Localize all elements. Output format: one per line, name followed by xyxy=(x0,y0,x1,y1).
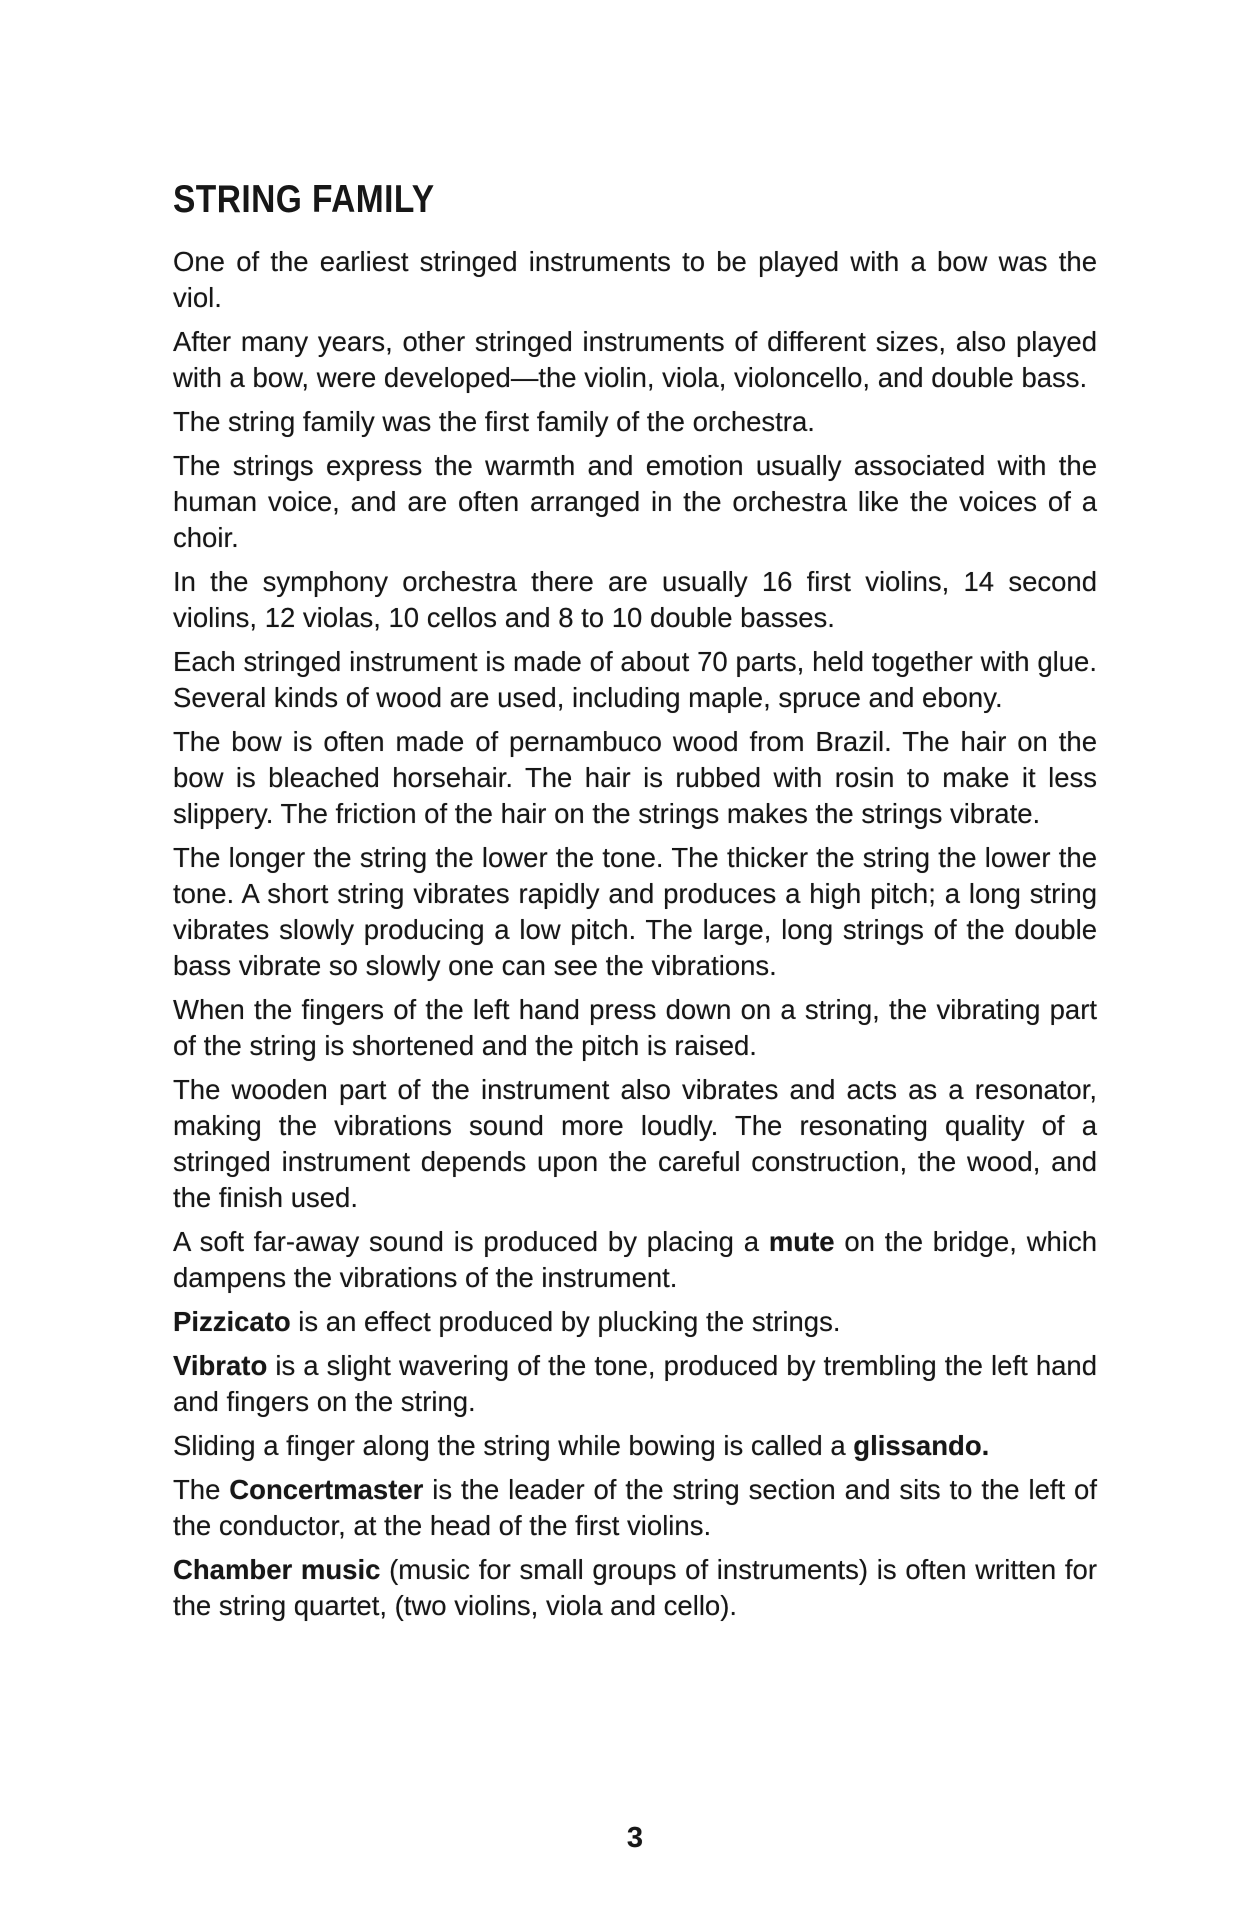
bold-term: Pizzicato xyxy=(173,1306,291,1337)
page-title-text: STRING FAMILY xyxy=(173,178,435,221)
paragraph: The Concertmaster is the leader of the string section and sits to the left of the conductor, at the head of the first violins. xyxy=(173,1474,1097,1541)
bold-term: Chamber music xyxy=(173,1554,381,1585)
paragraph: Vibrato is a slight wavering of the tone, produced by trembling the left hand and fingers on the string. xyxy=(173,1350,1097,1417)
paragraph: The strings express the warmth and emotion usually associated with the human voice, and are often arranged in the orchestra like the voices of a choir. xyxy=(173,450,1097,553)
paragraph: The bow is often made of pernambuco wood from Brazil. The hair on the bow is bleached horsehair. The hair is rubbed with rosin to make it less slippery. The friction of the hair on the strings makes the strings vibrate. xyxy=(173,726,1097,829)
bold-term: Vibrato xyxy=(173,1350,268,1381)
paragraph: Each stringed instrument is made of about 70 parts, held together with glue. Several kinds of wood are used, including maple, spruce and ebony. xyxy=(173,646,1097,713)
text-block xyxy=(173,178,1097,1632)
paragraph: Chamber music (music for small groups of instruments) is often written for the string quartet, (two violins, viola and cello). xyxy=(173,1554,1097,1621)
paragraph: When the fingers of the left hand press down on a string, the vibrating part of the string is shortened and the pitch is raised. xyxy=(173,994,1097,1061)
bold-term: Concertmaster xyxy=(229,1474,424,1505)
page-title xyxy=(173,178,1097,222)
paragraph: A soft far-away sound is produced by placing a mute on the bridge, which dampens the vibrations of the instrument. xyxy=(173,1226,1097,1293)
page-body xyxy=(173,244,1097,1624)
paragraph: After many years, other stringed instruments of different sizes, also played with a bow, were developed—the violin, viola, violoncello, and double bass. xyxy=(173,326,1097,393)
paragraph: One of the earliest stringed instruments to be played with a bow was the viol. xyxy=(173,246,1097,313)
bold-term: glissando. xyxy=(853,1430,990,1461)
paragraph: The string family was the first family of the orchestra. xyxy=(173,406,815,437)
paragraph: In the symphony orchestra there are usually 16 first violins, 14 second violins, 12 violas, 10 cellos and 8 to 10 double basses. xyxy=(173,566,1097,633)
paragraph: The wooden part of the instrument also vibrates and acts as a resonator, making the vibrations sound more loudly. The resonating quality of a stringed instrument depends upon the careful construction, the wood, and the finish used. xyxy=(173,1074,1097,1213)
paragraph: Sliding a finger along the string while bowing is called a glissando. xyxy=(173,1430,990,1461)
bold-term: mute xyxy=(768,1226,835,1257)
paragraph: The longer the string the lower the tone. The thicker the string the lower the tone. A short string vibrates rapidly and produces a high pitch; a long string vibrates slowly producing a low pitch. The large, long strings of the double bass vibrate so slowly one can see the vibrations. xyxy=(173,842,1097,981)
page-number: 3 xyxy=(626,1822,644,1854)
paragraph: Pizzicato is an effect produced by plucking the strings. xyxy=(173,1306,841,1337)
